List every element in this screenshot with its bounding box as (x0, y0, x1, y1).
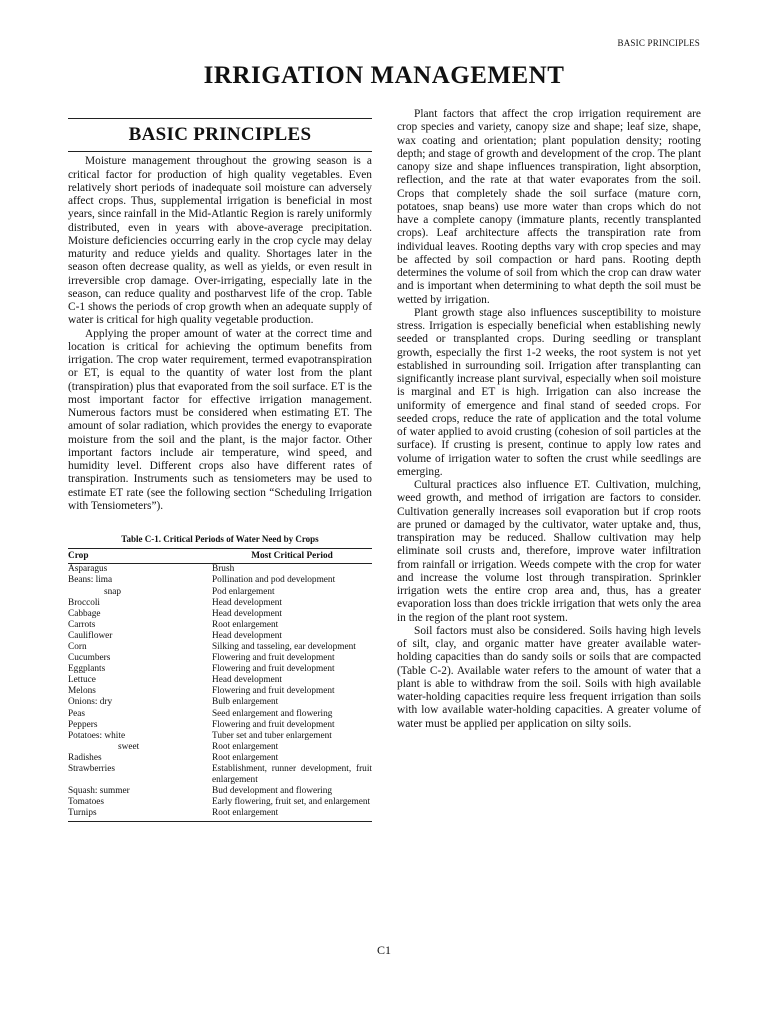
page-number: C1 (376, 943, 391, 957)
crop-cell: Cabbage (68, 608, 101, 619)
table-row (68, 653, 372, 664)
critical-period-cell: Root enlargement (212, 619, 279, 630)
critical-period-cell: Flowering and fruit development (212, 664, 335, 675)
table-row (68, 720, 372, 731)
crop-cell: sweet (118, 741, 140, 752)
critical-period-cell: Root enlargement (212, 752, 279, 763)
crop-cell: Carrots (68, 619, 96, 630)
table-row (68, 686, 372, 697)
table-row (68, 675, 372, 686)
critical-period-cell: Flowering and fruit development (212, 653, 335, 664)
crop-cell: Beans: lima (68, 575, 113, 586)
right-column (397, 108, 701, 731)
crop-cell: Tomatoes (68, 797, 105, 808)
critical-period-cell: Pod enlargement (212, 586, 275, 597)
table-row (68, 753, 372, 764)
crop-cell: Cauliflower (68, 630, 113, 641)
table-row (68, 797, 372, 808)
table-header-row (68, 549, 372, 564)
paragraph: Plant factors that affect the crop irrigation requirement are crop species and variety, canopy size and shape; leaf size, shape, wax coating and orientation; plant population density; rooting depth; and stage of growth and development of the crop. The plant canopy size and shape influences transpiration, light absorption, reflection, and the rate at that water evaporates from the soil. Crops that completely shade the soil surface (mature corn, potatoes, snap beans) use more water than crops which do not have a complete canopy (immature plants, recently transplanted crops). Leaf architecture affects the transpiration rate from individual leaves. Rooting depths vary with crop species and may be affected by soil compaction or hard pans. Rooting depth determines the volume of soil from which the crop can draw water and is important when determining to what depth the soil must be wetted by irrigation. (397, 108, 701, 306)
table-body (68, 564, 372, 821)
table-row (68, 631, 372, 642)
crop-cell: Melons (68, 686, 96, 697)
critical-period-cell: Early flowering, fruit set, and enlargement (212, 797, 371, 808)
critical-period-cell: Silking and tasseling, ear development (212, 642, 356, 652)
crop-cell: Corn (68, 642, 87, 652)
section-top-rule (68, 118, 372, 119)
table-row (68, 808, 372, 821)
table-row (68, 587, 372, 598)
table-row (68, 575, 372, 586)
crop-cell: Peppers (68, 719, 98, 730)
table-row (68, 731, 372, 742)
paragraph: Applying the proper amount of water at the correct time and location is critical for achieving the optimum benefits from irrigation. The crop water requirement, termed evapotranspiration or ET, is equal to the quantity of water lost from the plant (transpiration) plus that evaporated from the soil surface. ET is the most important factor for effective irrigation management. Numerous factors must be considered when estimating ET. The amount of solar radiation, which provides the energy to evaporate moisture from the soil and the plant, is the major factor. Other important factors include air temperature, wind speed, and humidity level. Different crops also have different rates of transpiration. Instruments such as tensiometers may be used to estimate ET rate (see the following section “Scheduling Irrigation with Tensiometers”). (68, 327, 372, 512)
section-bottom-rule (68, 151, 372, 152)
crop-cell: Eggplants (68, 664, 106, 675)
table-row (68, 598, 372, 609)
page-title: IRRIGATION MANAGEMENT (203, 62, 565, 89)
table-row (68, 786, 372, 797)
column-header-crop: Crop (68, 549, 212, 564)
crop-cell: snap (104, 586, 122, 597)
critical-period-cell: Head development (212, 597, 282, 608)
paragraph: Moisture management throughout the growing season is a critical factor for production of high quality vegetables. Even relatively short periods of inadequate soil moisture can adversely affect crops. Thus, supplemental irrigation is beneficial in most years, since rainfall in the Mid-Atlantic Region is rarely uniformly distributed, even in years with above-average precipitation. Moisture deficiencies occurring early in the crop cycle may delay maturity and reduce yields and quality. Shortages later in the season often decrease quality, as well as yields, or even result in irreversible crop damage. Over-irrigating, especially late in the season, can reduce quality and postharvest life of the crop. Table C-1 shows the periods of crop growth when an adequate supply of water is critical for high quality vegetable production. (68, 155, 372, 327)
critical-period-cell: Establishment, runner development, fruit enlargement (212, 764, 372, 786)
paragraph: Cultural practices also influence ET. Cultivation, mulching, weed growth, and method of irrigation are factors to consider. Cultivation generally increases soil evaporation but if crop roots are pruned or damaged by the cultivator, water uptake and, thus, transpiration may be reduced. Shallow cultivation may help eliminate soil crusts and, therefore, improve water infiltration from rainfall or irrigation. Weeds compete with the crop for water and increase the volume lost through transpiration. Sprinkler irrigation wets the entire crop area and, thus, has a greater evaporation loss than does trickle irrigation that wets only the area in the region of the plant root system. (397, 479, 701, 624)
critical-period-cell: Flowering and fruit development (212, 719, 335, 730)
table-row (68, 620, 372, 631)
table-row (68, 664, 372, 675)
table-row (68, 742, 372, 753)
table-row (68, 564, 372, 576)
table-caption: Table C-1. Critical Periods of Water Need by Crops (121, 534, 319, 544)
crop-cell: Asparagus (68, 564, 108, 575)
crop-cell: Broccoli (68, 597, 101, 608)
crop-cell: Potatoes: white (68, 730, 126, 741)
critical-period-cell: Root enlargement (212, 741, 279, 752)
critical-period-cell: Flowering and fruit development (212, 686, 335, 697)
critical-period-cell: Brush (212, 564, 235, 575)
crop-cell: Turnips (68, 808, 212, 821)
critical-period-cell: Bulb enlargement (212, 697, 279, 708)
critical-period-cell: Head development (212, 630, 282, 641)
table-row (68, 709, 372, 720)
section-title: BASIC PRINCIPLES (128, 124, 312, 145)
left-column (68, 118, 372, 822)
table-row (68, 642, 372, 653)
paragraph: Soil factors must also be considered. Soils having high levels of silt, clay, and organic matter have greater available water-holding capacities than do sandy soils or soils that are compacted (Table C-2). Available water refers to the amount of water that a plant is able to withdraw from the soil. Soils with high available water-holding capacities require less frequent irrigation than soils with low available water-holding capacities. A greater volume of water must be applied per application on silty soils. (397, 624, 701, 730)
critical-period-cell: Head development (212, 675, 282, 686)
critical-period-cell: Head development (212, 608, 282, 619)
crop-cell: Squash: summer (68, 786, 130, 797)
table-row (68, 697, 372, 708)
critical-period-cell: Bud development and flowering (212, 786, 333, 797)
table-row (68, 609, 372, 620)
crop-cell: Radishes (68, 752, 102, 763)
critical-period-cell: Root enlargement (212, 808, 372, 821)
critical-periods-table (68, 548, 372, 821)
paragraph: Plant growth stage also influences susceptibility to moisture stress. Irrigation is especially beneficial when establishing newly seeded or transplanted crops. During seedling or transplant growth, especially the first 1-2 weeks, the root system is not yet established in surrounding soil. Irrigation after transplanting can significantly increase plant survival, especially when soil moisture is marginal and ET is high. Irrigation can also increase the uniformity of emergence and final stand of seeded crops. For seeded crops, reduce the rate of application and the total volume of water applied to avoid crusting (cohesion of soil particles at the surface). If crusting is present, continue to apply low rates and volume of irrigation water to soften the crust while seedlings are emerging. (397, 306, 701, 478)
crop-cell: Peas (68, 708, 86, 719)
crop-cell: Lettuce (68, 675, 96, 686)
crop-cell: Strawberries (68, 764, 115, 775)
crop-cell: Cucumbers (68, 653, 111, 664)
critical-period-cell: Pollination and pod development (212, 575, 336, 586)
table-row (68, 764, 372, 786)
critical-period-cell: Tuber set and tuber enlargement (212, 730, 332, 741)
running-head: BASIC PRINCIPLES (617, 38, 700, 48)
column-header-period: Most Critical Period (212, 549, 372, 564)
crop-cell: Onions: dry (68, 697, 113, 708)
critical-period-cell: Seed enlargement and flowering (212, 708, 333, 719)
